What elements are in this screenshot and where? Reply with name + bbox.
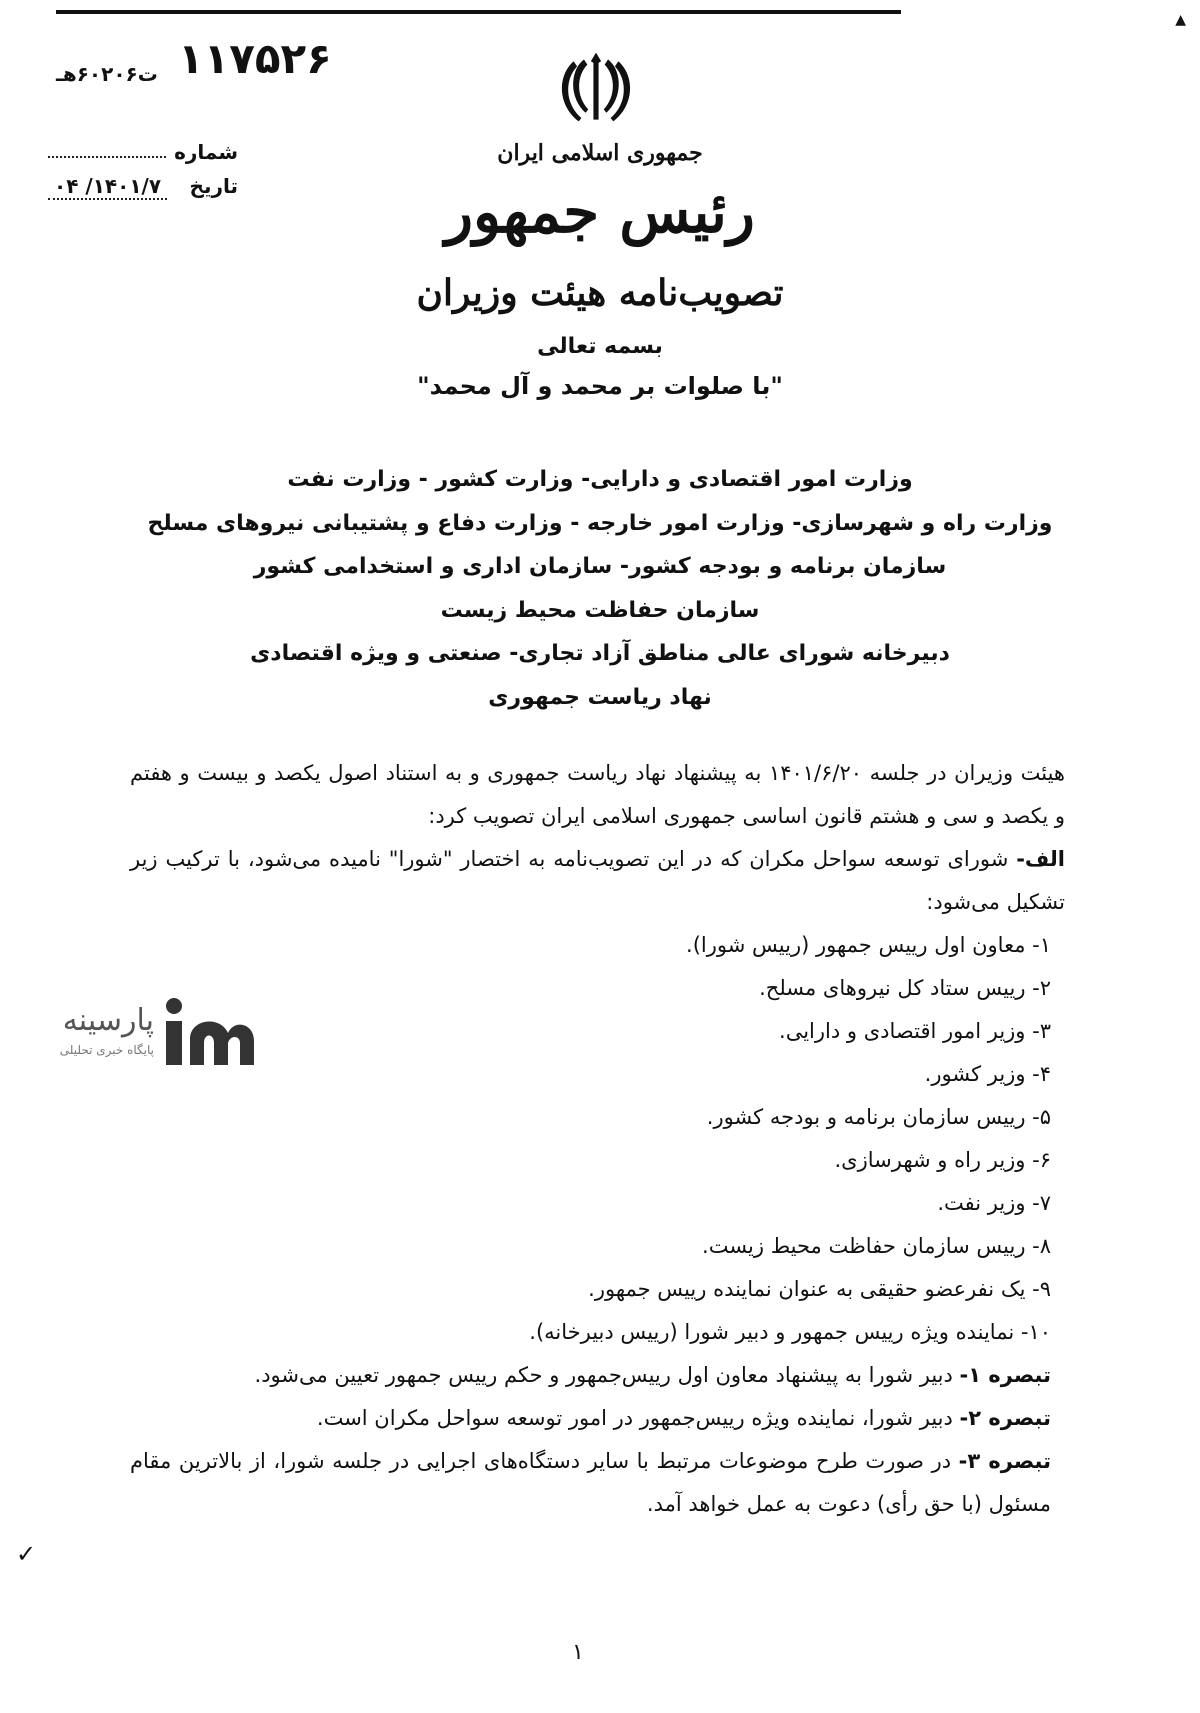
note-text: دبیر شورا به پیشنهاد معاون اول رییس‌جمهور و حکم رییس جمهور تعیین می‌شود.	[254, 1363, 960, 1387]
recipient-line: سازمان حفاظت محیط زیست	[440, 597, 760, 623]
document-number-small: ت۶۰۲۰۶هـ	[56, 62, 158, 86]
note-label: تبصره ۳-	[958, 1449, 1051, 1473]
note-3	[130, 1440, 1065, 1526]
page-number: ۱	[572, 1640, 584, 1665]
date-label: تاریخ	[189, 174, 238, 198]
number-row	[48, 140, 238, 164]
clause-label: الف-	[1016, 847, 1065, 871]
note-1	[130, 1354, 1065, 1397]
number-label: شماره	[174, 140, 238, 164]
iran-emblem-icon	[553, 44, 639, 130]
corner-mark: ▲	[1175, 12, 1186, 28]
document-number-large: ۱۱۷۵۲۶	[178, 34, 332, 83]
president-title: رئیس جمهور	[445, 178, 755, 246]
member-item: ۷- وزیر نفت.	[937, 1191, 1051, 1215]
decree-body	[130, 752, 1065, 1526]
intro-paragraph: هیئت وزیران در جلسه ۱۴۰۱/۶/۲۰ به پیشنهاد نهاد ریاست جمهوری و به استناد اصول یکصد و بیست و هفتم و یکصد و سی و هشتم قانون اساسی جمهوری اسلامی ایران تصویب کرد:	[130, 761, 1065, 828]
recipients-list	[140, 458, 1060, 719]
note-text: دبیر شورا، نماینده ویژه رییس‌جمهور در امور توسعه سواحل مکران است.	[316, 1406, 960, 1430]
note-text: در صورت طرح موضوعات مرتبط با سایر دستگاه‌های اجرایی در جلسه شورا، از بالاترین مقام مسئول (با حق رأی) دعوت به عمل خواهد آمد.	[130, 1449, 1051, 1516]
republic-name: جمهوری اسلامی ایران	[497, 140, 703, 166]
clause-a	[130, 838, 1065, 924]
recipient-line: دبیرخانه شورای عالی مناطق آزاد تجاری- صنعتی و ویژه اقتصادی	[250, 641, 950, 666]
note-label: تبصره ۲-	[959, 1406, 1051, 1430]
parsine-name: پارسینه	[62, 1003, 154, 1038]
recipient-line: نهاد ریاست جمهوری	[488, 684, 712, 710]
bismillah: بسمه تعالی	[537, 334, 663, 359]
member-item: ۳- وزیر امور اقتصادی و دارایی.	[779, 1019, 1051, 1043]
date-value: ۱۴۰۱/۷/ ۰۴	[48, 174, 167, 200]
recipient-line: وزارت راه و شهرسازی- وزارت امور خارجه - وزارت دفاع و پشتیبانی نیروهای مسلح	[147, 510, 1053, 536]
salawat: "با صلوات بر محمد و آل محمد"	[417, 372, 783, 400]
parsine-logo-icon	[162, 995, 257, 1070]
number-date-block	[48, 140, 238, 210]
date-row	[48, 174, 238, 200]
member-item: ۱- معاون اول رییس جمهور (رییس شورا).	[686, 933, 1051, 957]
note-2	[130, 1397, 1065, 1440]
member-item: ۴- وزیر کشور.	[924, 1062, 1051, 1086]
parsine-tagline: پایگاه خبری تحلیلی	[59, 1043, 154, 1057]
member-item: ۸- رییس سازمان حفاظت محیط زیست.	[702, 1234, 1051, 1258]
member-item: ۲- رییس ستاد کل نیروهای مسلح.	[759, 976, 1051, 1000]
recipient-line: وزارت امور اقتصادی و دارایی- وزارت کشور - وزارت نفت	[287, 467, 913, 492]
member-item: ۱۰- نماینده ویژه رییس جمهور و دبیر شورا (رییس دبیرخانه).	[529, 1320, 1051, 1344]
recipient-line: سازمان برنامه و بودجه کشور- سازمان اداری و استخدامی کشور	[253, 554, 947, 579]
top-rule	[56, 10, 901, 14]
cabinet-approval-title: تصویب‌نامه هیئت وزیران	[416, 272, 784, 314]
number-dots	[48, 140, 166, 158]
member-item: ۵- رییس سازمان برنامه و بودجه کشور.	[706, 1105, 1051, 1129]
note-label: تبصره ۱-	[959, 1363, 1051, 1387]
parsine-watermark-logo	[12, 995, 257, 1070]
member-item: ۹- یک نفرعضو حقیقی به عنوان نماینده رییس جمهور.	[588, 1277, 1051, 1301]
clause-text: شورای توسعه سواحل مکران که در این تصویب‌نامه به اختصار "شورا" نامیده می‌شود، با ترکیب زیر تشکیل می‌شود:	[130, 847, 1065, 914]
margin-mark: ✓	[16, 1540, 37, 1568]
member-item: ۶- وزیر راه و شهرسازی.	[834, 1148, 1051, 1172]
